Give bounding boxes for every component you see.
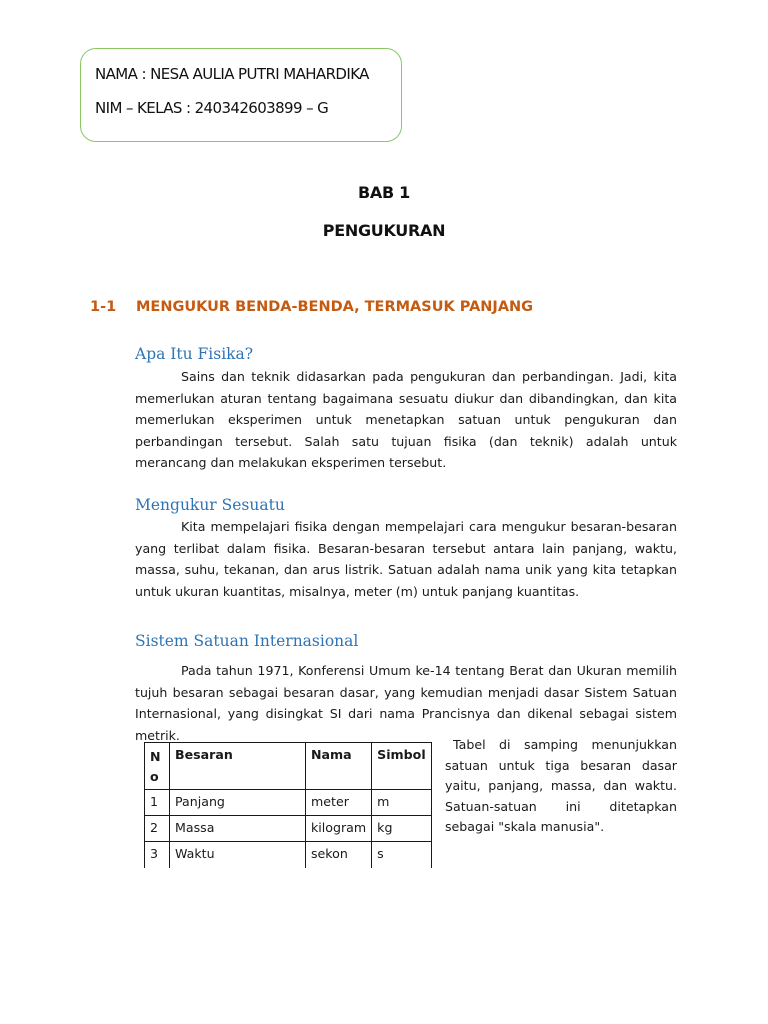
table-cell-besaran: Waktu bbox=[170, 842, 306, 868]
subheading-mengukur-sesuatu: Mengukur Sesuatu bbox=[135, 496, 285, 514]
table-row bbox=[145, 790, 432, 816]
table-cell-nama: kilogram bbox=[306, 816, 372, 842]
table-header-simbol: Simbol bbox=[372, 743, 432, 790]
paragraph-sistem-satuan: Pada tahun 1971, Konferensi Umum ke-14 tentang Berat dan Ukuran memilih tujuh besaran sebagai besaran dasar, yang kemudian menjadi dasar Sistem Satuan Internasional, yang disingkat SI dari nama Prancisnya dan dikenal sebagai sistem metrik. bbox=[135, 663, 677, 743]
table-row bbox=[145, 816, 432, 842]
table-cell-nama: meter bbox=[306, 790, 372, 816]
table-cell-nama: sekon bbox=[306, 842, 372, 868]
table-cell-no: 2 bbox=[145, 816, 170, 842]
student-nim-class-line: NIM – KELAS : 240342603899 – G bbox=[95, 99, 329, 117]
student-name-line: NAMA : NESA AULIA PUTRI MAHARDIKA bbox=[95, 65, 369, 83]
subheading-sistem-satuan: Sistem Satuan Internasional bbox=[135, 632, 359, 650]
table-cell-no: 1 bbox=[145, 790, 170, 816]
table-cell-simbol: s bbox=[372, 842, 432, 868]
table-header-no: No bbox=[145, 743, 170, 790]
table-header-nama: Nama bbox=[306, 743, 372, 790]
table-note-paragraph: Tabel di samping menunjukkan satuan untuk tiga besaran dasar yaitu, panjang, massa, dan waktu. Satuan-satuan ini ditetapkan sebagai "skala manusia". bbox=[445, 737, 677, 834]
base-units-table bbox=[144, 742, 432, 868]
table-cell-besaran: Panjang bbox=[170, 790, 306, 816]
chapter-title: PENGUKURAN bbox=[322, 221, 446, 240]
table-row bbox=[145, 842, 432, 868]
table-cell-no: 3 bbox=[145, 842, 170, 868]
section-heading bbox=[90, 299, 533, 315]
table-header-row bbox=[145, 743, 432, 790]
subheading-apa-itu-fisika: Apa Itu Fisika? bbox=[135, 345, 254, 363]
table-cell-simbol: m bbox=[372, 790, 432, 816]
table-header-besaran: Besaran bbox=[170, 743, 306, 790]
paragraph-mengukur-sesuatu: Kita mempelajari fisika dengan mempelajari cara mengukur besaran-besaran yang terlibat dalam fisika. Besaran-besaran tersebut antara lain panjang, waktu, massa, suhu, tekanan, dan arus listrik. Satuan adalah nama unik yang kita tetapkan untuk ukuran kuantitas, misalnya, meter (m) untuk panjang kuantitas. bbox=[135, 519, 677, 599]
student-identity-box bbox=[80, 48, 402, 142]
paragraph-apa-itu-fisika: Sains dan teknik didasarkan pada pengukuran dan perbandingan. Jadi, kita memerlukan aturan tentang bagaimana sesuatu diukur dan dibandingkan, dan kita memerlukan eksperimen untuk menetapkan satuan untuk pengukuran dan perbandingan tersebut. Salah satu tujuan fisika (dan teknik) adalah untuk merancang dan melakukan eksperimen tersebut. bbox=[135, 369, 677, 470]
section-number: 1-1 bbox=[90, 299, 117, 315]
chapter-label: BAB 1 bbox=[358, 183, 410, 202]
table-cell-simbol: kg bbox=[372, 816, 432, 842]
table-cell-besaran: Massa bbox=[170, 816, 306, 842]
section-title: MENGUKUR BENDA-BENDA, TERMASUK PANJANG bbox=[136, 299, 534, 315]
